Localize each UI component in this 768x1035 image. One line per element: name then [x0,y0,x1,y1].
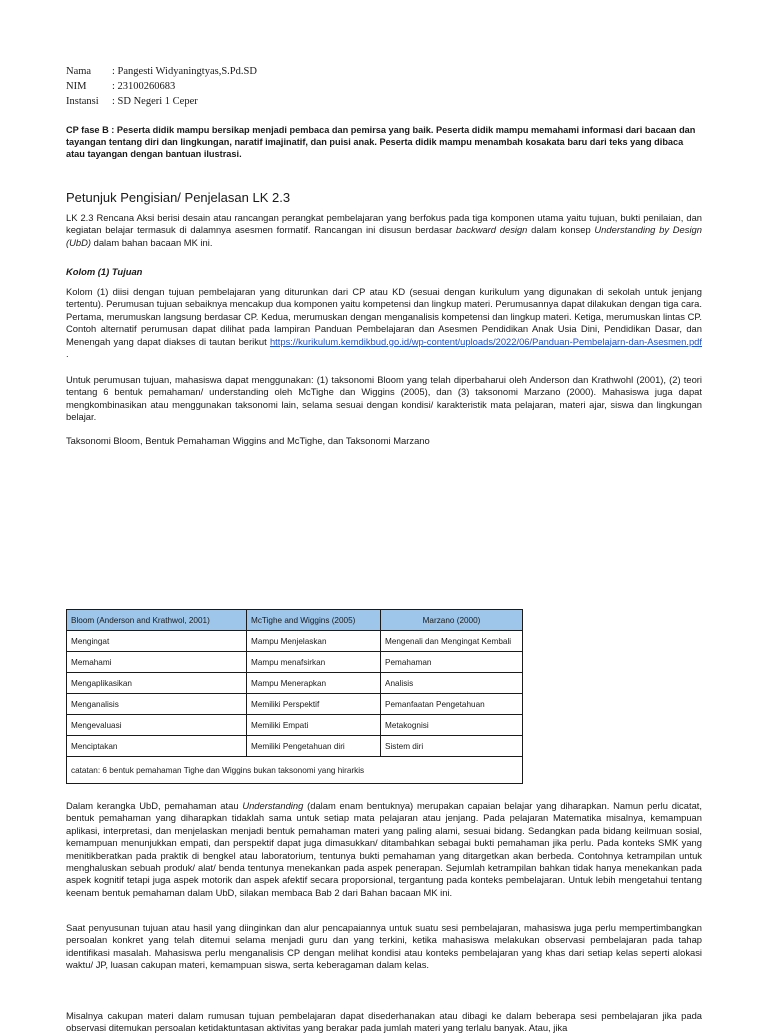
identity-row-nama [66,64,257,79]
table-header-row [67,610,523,631]
table-cell: Pemahaman [381,652,523,673]
identity-label: Nama [66,66,92,77]
dalam-text-1: Dalam kerangka UbD, pemahaman atau [66,800,243,811]
table-cell: Mampu Menerapkan [247,673,381,694]
kolom-text: Kolom (1) diisi dengan tujuan pembelajaran yang diturunkan dari CP atau KD (sesuai dengan kurikulum yang digunakan di sekolah untuk jenjang tertentu). Perumusan tujuan sebaiknya mencakup dua komponen yaitu kompetensi dan lingkup materi. Perumusannya dapat dilakukan dengan tiga cara. Pertama, merumuskan langsung berdasar CP. Kedua, merumuskan dengan menganalisis kompetensi dan lingkup materi. Ketiga, merumuskan lintas CP. Contoh alternatif perumusan dapat dilihat pada lampiran Panduan Pembelajaran dan Asesmen Pendidikan Anak Usia Dini, Pendidikan Dasar, dan Menengah yang dapat diakses di tautan berikut [66,286,702,347]
table-row [67,715,523,736]
table-cell: Mengingat [67,631,247,652]
table-row [67,694,523,715]
panduan-link[interactable]: https://kurikulum.kemdikbud.go.id/wp-content/uploads/2022/06/Panduan-Pembelajarn-dan-Asesmen.pdf [269,335,702,347]
untuk-paragraph: Untuk perumusan tujuan, mahasiswa dapat menggunakan: (1) taksonomi Bloom yang telah diperbaharui oleh Anderson dan Krathwohl (2001), (2) teori tentang 6 bentuk pemahaman/ understanding oleh McTighe dan Wiggins (2005), dan (3) taksonomi Marzano (2000). Mahasiswa juga dapat mengkombinasikan atau menggunakan taksonomi lain, selama sesuai dengan kondisi/ karakteristik mata pelajaran, materi ajar, siswa dan lingkungan belajar. [66,374,702,423]
lk-description-paragraph [66,212,702,249]
table-cell: Sistem diri [381,736,523,757]
taxonomy-caption: Taksonomi Bloom, Bentuk Pemahaman Wiggins and McTighe, dan Taksonomi Marzano [66,435,430,446]
taxonomy-table [66,609,523,784]
table-row [67,673,523,694]
table-cell: Mengaplikasikan [67,673,247,694]
table-cell: Memiliki Empati [247,715,381,736]
taxonomy-table-wrapper [66,609,523,784]
lk-text-3: dalam bahan bacaan MK ini. [91,236,213,248]
identity-label: NIM [66,81,87,92]
table-row [67,736,523,757]
table-cell: Memiliki Perspektif [247,694,381,715]
lk-text-2: dalam konsep [527,224,595,236]
table-cell: Menganalisis [67,694,247,715]
identity-value: : Pangesti Widyaningtyas,S.Pd.SD [112,66,257,77]
table-note-row [67,757,523,784]
table-cell: Memiliki Pengetahuan diri [247,736,381,757]
identity-label: Instansi [66,96,99,107]
header-marzano: Marzano (2000) [381,610,523,631]
kolom-paragraph [66,286,702,360]
table-row [67,652,523,673]
table-cell: Mampu menafsirkan [247,652,381,673]
lk-em-ubd: Understanding by Design (UbD) [66,224,702,248]
identity-row-instansi [66,94,257,109]
identity-row-nim [66,79,257,94]
kolom-subheading: Kolom (1) Tujuan [66,266,143,277]
table-cell: Pemanfaatan Pengetahuan [381,694,523,715]
table-cell: Menciptakan [67,736,247,757]
kolom-tail: . [66,348,69,360]
table-cell: Mengevaluasi [67,715,247,736]
table-cell: Mengenali dan Mengingat Kembali [381,631,523,652]
table-row [67,631,523,652]
lk-text-1: LK 2.3 Rencana Aksi berisi desain atau rancangan perangkat pembelajaran yang berfokus pada tiga komponen utama yaitu tujuan, bukti penilaian, dan kegiatan belajar termasuk di dalamnya asesmen formatif. Rancangan ini disusun berdasar [66,212,702,236]
header-mctighe: McTighe and Wiggins (2005) [247,610,381,631]
table-cell: Mampu Menjelaskan [247,631,381,652]
misal-paragraph: Misalnya cakupan materi dalam rumusan tujuan pembelajaran dapat disederhanakan atau dibagi ke dalam beberapa sesi pembelajaran jika pada observasi ditemukan persoalan ketidaktuntasan aktivitas yang berakar pada jumlah materi yang terlalu banyak. Atau, jika [66,1010,702,1034]
dalam-text-2: (dalam enam bentuknya) merupakan capaian belajar yang diharapkan. Namun perlu dicatat, bentuk pemahaman yang diharapkan tidaklah sama untuk setiap mata pelajaran atau jenjang. Pada pelajaran Matematika misalnya, kemampuan aplikasi, interpretasi, dan menjelaskan menjadi bentuk pemahaman materi yang paling alami, sesuai bidang. Sedangkan pada bidang keilmuan sosial, kemampuan menunjukkan empati, dan perspektif dapat juga dimasukkan/ ditambahkan sebagai bukti pemahaman jika perlu. Pada konteks SMK yang menitikberatkan pada praktik di bengkel atau laboratorium, tentunya bukti pemahaman yang ditargetkan akan berbeda. Contohnya ketrampilan untuk menghaluskan sebuah produk/ alat/ benda tentunya menekankan pada aspek penerapan. Sejumlah ketrampilan bahkan tidak hanya menekankan pada aspek kognitif tetapi juga aspek motorik dan aspek afektif secara proporsional, tergantung pada konteks pembelajaran. Untuk lebih mengetahui tentang keenam bentuk pemahaman dalam UbD, silakan membaca Bab 2 dari Bahan bacaan MK ini. [66,800,702,898]
dalam-em-understanding: Understanding [242,800,304,811]
identity-block [66,64,257,109]
table-cell: Memahami [67,652,247,673]
table-note: catatan: 6 bentuk pemahaman Tighe dan Wiggins bukan taksonomi yang hirarkis [67,757,523,784]
cp-fase-statement: CP fase B : Peserta didik mampu bersikap menjadi pembaca dan pemirsa yang baik. Peserta didik mampu memahami informasi dari bacaan dan tayangan tentang diri dan lingkungan, naratif imajinatif, dan puisi anak. Peserta didik mampu menambah kosakata baru dari teks yang dibaca atau tayangan dengan bantuan ilustrasi. [66,125,696,159]
lk-em-backward-design: backward design [455,224,528,236]
identity-value: : SD Negeri 1 Ceper [112,96,198,107]
saat-paragraph: Saat penyusunan tujuan atau hasil yang diinginkan dan alur pencapaiannya untuk suatu sesi pembelajaran, mahasiswa juga perlu mempertimbangkan persoalan konkret yang telah ditemui selama menjadi guru dan yang terkini, ketika mahasiswa melakukan observasi pembelajaran pada tahap identifikasi masalah. Mahasiswa perlu menganalisis CP dengan melihat kondisi atau konteks pembelajaran yang khas dari setiap kelas seperti alokasi waktu/ JP, luasan cakupan materi, kemampuan siswa, serta keberagaman dalam kelas. [66,922,702,971]
table-cell: Analisis [381,673,523,694]
header-bloom: Bloom (Anderson and Krathwol, 2001) [67,610,247,631]
table-cell: Metakognisi [381,715,523,736]
dalam-paragraph [66,800,702,899]
identity-value: : 23100260683 [112,81,176,92]
section-heading: Petunjuk Pengisian/ Penjelasan LK 2.3 [66,190,291,205]
